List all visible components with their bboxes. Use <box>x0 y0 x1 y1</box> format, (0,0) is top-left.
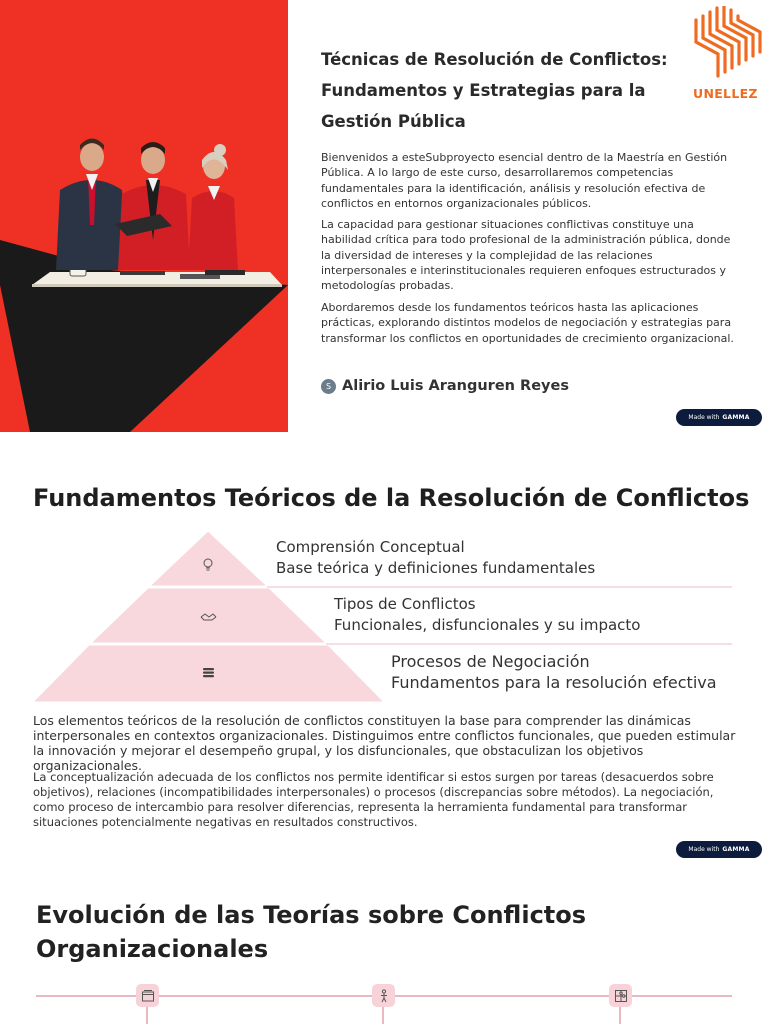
pyramid-diagram <box>0 528 768 708</box>
avatar-icon: S <box>321 379 336 394</box>
hero-illustration <box>0 0 288 432</box>
author-name: Alirio Luis Aranguren Reyes <box>342 378 569 394</box>
presentation-title: Técnicas de Resolución de Conflictos: Fundamentos y Estrategias para la Gestión Pública <box>321 50 668 131</box>
made-with-gamma-badge[interactable] <box>676 409 762 426</box>
level-3-desc: Fundamentos para la resolución efectiva <box>391 673 717 692</box>
person-icon <box>372 984 395 1007</box>
timeline-stem <box>619 1007 621 1024</box>
level-2-title: Tipos de Conflictos <box>334 595 476 613</box>
stack-icon <box>203 668 214 677</box>
theory-paragraph: Los elementos teóricos de la resolución de conflictos constituyen la base para comprender las dinámicas interpersonales en contextos organizacionales. Distinguimos entre conflictos funcionales, que pueden estimular la innovación y mejorar el desempeño grupal, y los disfuncionales, que obstaculizan los objetivos organizacionales. <box>33 713 736 773</box>
badge-brand: GAMMA <box>722 414 750 421</box>
scope-paragraph: Abordaremos desde los fundamentos teóricos hasta las aplicaciones prácticas, explorando distintos modelos de negociación y estrategias para transformar los conflictos en oportunidades de crecimiento organizacional. <box>321 301 734 345</box>
conceptual-paragraph: La conceptualización adecuada de los conflictos nos permite identificar si estos surgen por tareas (desacuerdos sobre objetivos), relaciones (incompatibilidades interpersonales) o procesos (discrepancias sobre métodos). La negociación, como proceso de intercambio para resolver diferencias, representa la herramienta fundamental para transformar situaciones potencialmente negativas en resultados constructivos. <box>33 770 714 829</box>
badge-brand: GAMMA <box>722 846 750 853</box>
author <box>321 378 569 394</box>
slide-evolucion <box>0 864 768 1024</box>
slide-title: Evolución de las Teorías sobre Conflictos Organizacionales <box>36 901 587 963</box>
badge-prefix: Made with <box>688 414 720 421</box>
pyramid-tier-2 <box>91 588 326 643</box>
badge-prefix: Made with <box>688 846 720 853</box>
level-1-desc: Base teórica y definiciones fundamentales <box>276 559 596 577</box>
slide-title: Fundamentos Teóricos de la Resolución de Conflictos <box>33 484 750 512</box>
timeline-stem <box>146 1007 148 1024</box>
intro-paragraph: Bienvenidos a esteSubproyecto esencial dentro de la Maestría en Gestión Pública. A lo largo de este curso, desarrollaremos competencias fundamentales para la identificación, análisis y resolución efectiva de conflictos en entornos organizacionales públicos. <box>321 151 728 210</box>
timeline-stem <box>382 1007 384 1024</box>
slide-fundamentos <box>0 432 768 864</box>
pyramid-tier-1 <box>150 531 267 586</box>
made-with-gamma-badge[interactable] <box>676 841 762 858</box>
context-paragraph: La capacidad para gestionar situaciones conflictivas constituye una habilidad crítica para todo profesional de la administración pública, donde la diversidad de intereses y la complejidad de las relaciones interpersonales e interinstitucionales requieren enfoques estructurados y metodologías probadas. <box>321 218 731 293</box>
level-2-desc: Funcionales, disfuncionales y su impacto <box>334 616 641 634</box>
level-1-title: Comprensión Conceptual <box>276 538 465 556</box>
level-3-title: Procesos de Negociación <box>391 652 590 671</box>
puzzle-icon <box>609 984 632 1007</box>
logo-text: UNELLEZ <box>693 86 758 101</box>
slide-title <box>0 0 768 432</box>
window-icon <box>136 984 159 1007</box>
